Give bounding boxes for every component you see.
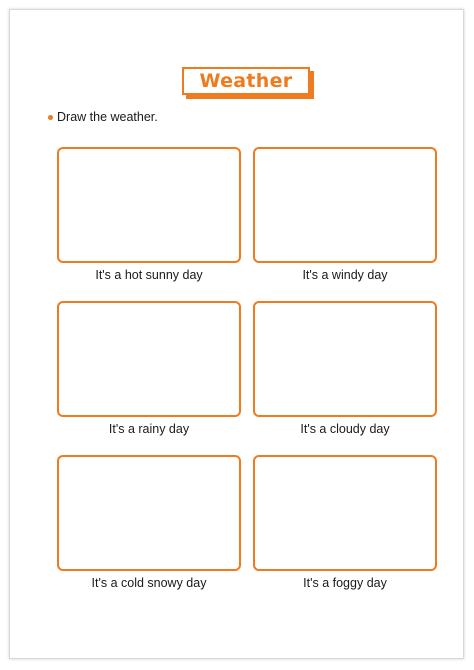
title-box — [182, 67, 310, 95]
caption-rainy: It's a rainy day — [108, 422, 190, 436]
weather-cell-sunny — [57, 147, 241, 282]
weather-cell-windy — [253, 147, 437, 282]
instruction — [48, 110, 158, 124]
weather-cell-snowy — [57, 455, 241, 590]
drawing-box-snowy[interactable] — [57, 455, 241, 571]
weather-cell-rainy — [57, 301, 241, 436]
caption-snowy: It's a cold snowy day — [91, 576, 207, 590]
caption-foggy: It's a foggy day — [303, 576, 387, 590]
page-title: Weather — [199, 70, 293, 92]
caption-cloudy: It's a cloudy day — [300, 422, 390, 436]
caption-windy: It's a windy day — [302, 268, 388, 282]
bullet-icon — [48, 115, 53, 120]
drawing-box-foggy[interactable] — [253, 455, 437, 571]
instruction-text: Draw the weather. — [57, 110, 158, 124]
drawing-box-windy[interactable] — [253, 147, 437, 263]
weather-cell-foggy — [253, 455, 437, 590]
title-banner — [182, 67, 316, 101]
worksheet-page — [9, 9, 464, 659]
drawing-box-cloudy[interactable] — [253, 301, 437, 417]
drawing-box-rainy[interactable] — [57, 301, 241, 417]
weather-cell-cloudy — [253, 301, 437, 436]
caption-sunny: It's a hot sunny day — [95, 268, 203, 282]
drawing-box-sunny[interactable] — [57, 147, 241, 263]
